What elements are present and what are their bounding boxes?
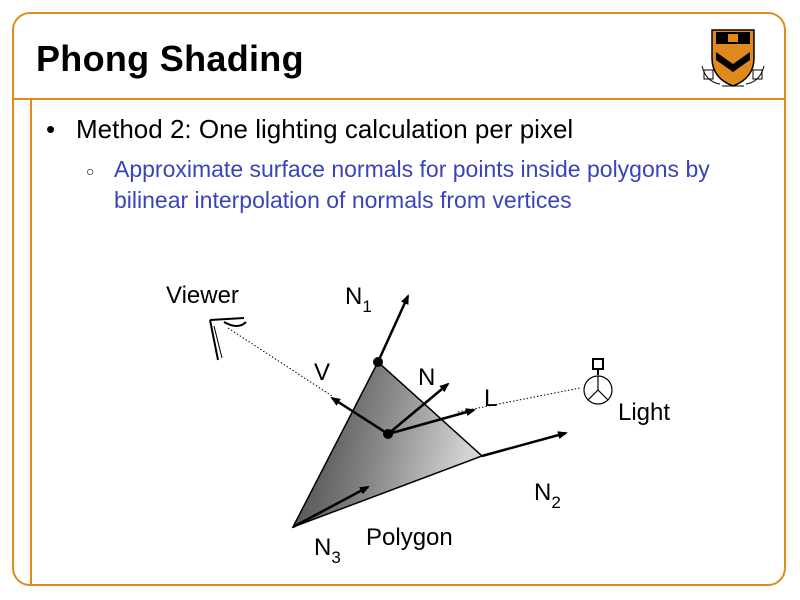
bullet-ring-icon: ○ bbox=[86, 163, 95, 179]
n2-label-sub: 2 bbox=[551, 493, 561, 512]
eye-icon bbox=[210, 318, 246, 360]
v-label: V bbox=[314, 359, 331, 386]
vertex-normal-n1-arrow bbox=[378, 296, 408, 362]
light-bulb-icon bbox=[584, 359, 612, 404]
n2-label-base: N bbox=[534, 479, 552, 506]
polygon-shape bbox=[293, 362, 482, 527]
n3-label-base: N bbox=[314, 534, 332, 561]
n2-label bbox=[534, 479, 561, 512]
vertex-normal-n2-arrow bbox=[482, 433, 566, 456]
n3-label-sub: 3 bbox=[331, 548, 341, 567]
light-label: Light bbox=[618, 399, 671, 426]
n1-label bbox=[345, 283, 372, 316]
bullet-dot-icon: • bbox=[46, 114, 56, 144]
n1-label-sub: 1 bbox=[362, 297, 372, 316]
slide-title: Phong Shading bbox=[36, 38, 304, 79]
n1-label-base: N bbox=[345, 283, 363, 310]
bullet-level1-text: Method 2: One lighting calculation per pixel bbox=[76, 114, 574, 144]
viewer-label: Viewer bbox=[166, 282, 239, 309]
l-label: L bbox=[484, 385, 498, 412]
n3-label bbox=[314, 534, 341, 567]
shaded-pixel-point bbox=[383, 429, 393, 439]
n-label: N bbox=[418, 364, 436, 391]
bullet-level2-text: Approximate surface normals for points inside polygons by bilinear interpolation of normals from vertices bbox=[114, 156, 710, 213]
vertex-n1-point bbox=[373, 357, 383, 367]
polygon-label: Polygon bbox=[366, 524, 453, 551]
light-ray-line bbox=[458, 388, 580, 412]
